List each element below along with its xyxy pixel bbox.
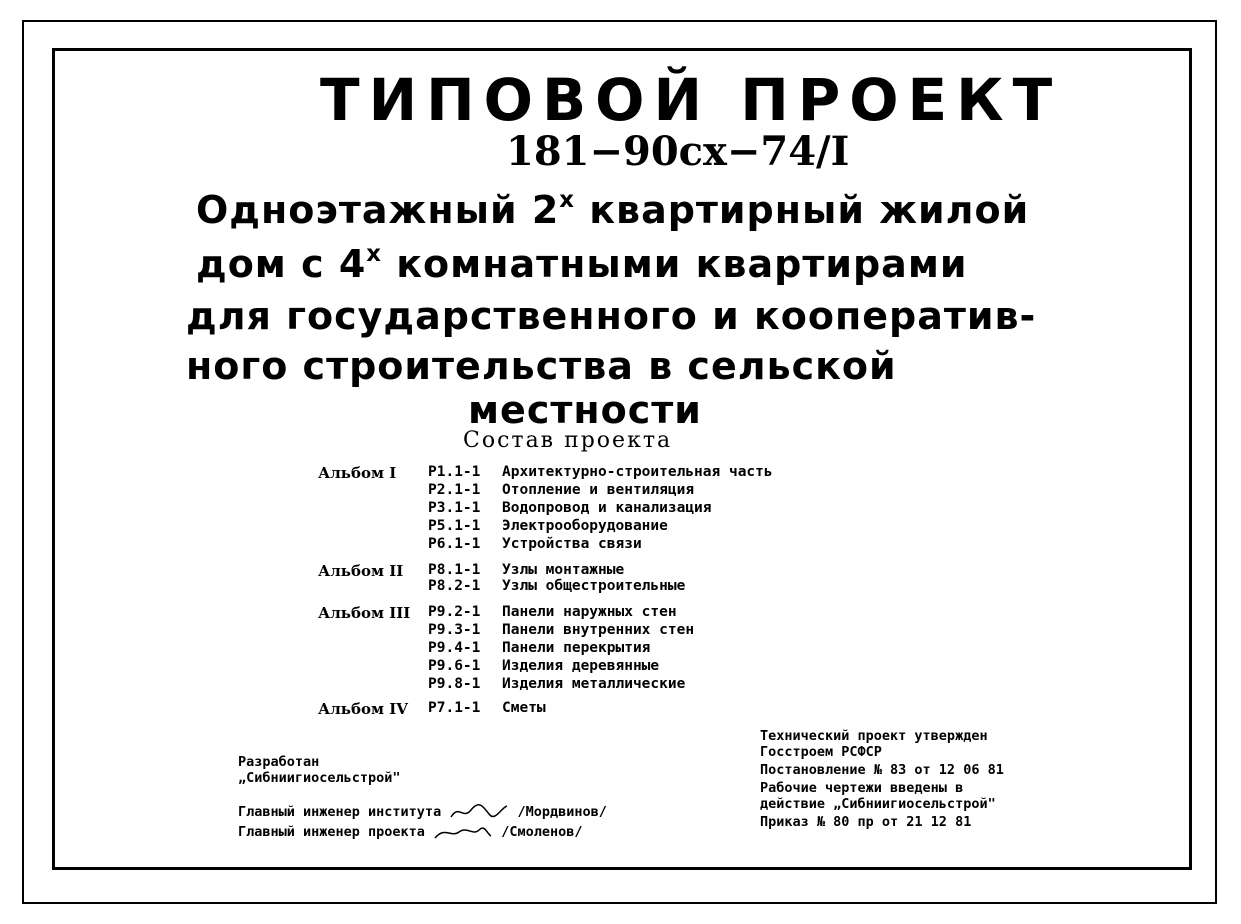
signature-mark [449,802,509,822]
album-item-code: Р9.6-1 [428,658,481,674]
album-item-code: Р6.1-1 [428,536,481,552]
signature-mark [433,822,493,842]
approval-line: Госстроем РСФСР [760,744,882,760]
album-name: Альбом IV [318,700,408,718]
album-item-code: Р7.1-1 [428,700,481,716]
chief-institute-label: Главный инженер института [238,804,442,820]
chief-engineer-institute [238,802,607,822]
album-item-code: Р5.1-1 [428,518,481,534]
desc-line-2 [196,242,968,286]
composition-heading: Состав проекта [463,428,673,453]
album-item-code: Р9.3-1 [428,622,481,638]
chief-institute-name: /Мордвинов/ [517,804,607,820]
album-item-title: Электрооборудование [502,518,668,534]
chief-project-name: /Смоленов/ [501,824,583,840]
desc-line-1 [196,188,1029,232]
album-item-title: Устройства связи [502,536,642,552]
album-item-title: Изделия деревянные [502,658,660,674]
approval-line: Рабочие чертежи введены в [760,780,964,796]
desc-line-1-sup: х [559,187,575,214]
album-name: Альбом I [318,464,397,482]
developer-label: Разработан [238,754,320,770]
desc-line-2-sup: х [366,241,382,268]
desc-line-2a: дом с 4 [196,242,367,286]
album-item-title: Водопровод и канализация [502,500,712,516]
desc-line-1a: Одноэтажный 2 [196,188,560,232]
developer-org: „Сибниигиосельстрой" [238,770,401,786]
album-item-title: Архитектурно-строительная часть [502,464,773,480]
album-item-title: Узлы монтажные [502,562,625,578]
album-item-title: Панели наружных стен [502,604,677,620]
approval-line: Технический проект утвержден [760,728,988,744]
chief-engineer-project [238,822,583,842]
approval-line: Приказ № 80 пр от 21 12 81 [760,814,972,830]
album-item-code: Р8.1-1 [428,562,481,578]
desc-line-4: ного строительства в сельской [186,344,897,388]
album-item-code: Р9.8-1 [428,676,481,692]
album-item-title: Сметы [502,700,546,716]
desc-line-1b: квартирный жилой [575,188,1030,232]
album-item-code: Р9.4-1 [428,640,481,656]
album-item-title: Панели перекрытия [502,640,651,656]
desc-line-5: местности [468,388,702,432]
title-heading: ТИПОВОЙ ПРОЕКТ [320,66,1062,134]
album-name: Альбом III [318,604,411,622]
album-item-title: Отопление и вентиляция [502,482,695,498]
album-item-title: Панели внутренних стен [502,622,695,638]
desc-line-2b: комнатными квартирами [382,242,968,286]
desc-line-3: для государственного и кооператив- [186,294,1037,338]
album-item-code: Р1.1-1 [428,464,481,480]
album-item-title: Узлы общестроительные [502,578,686,594]
approval-line: действие „Сибниигиосельстрой" [760,796,996,812]
chief-project-label: Главный инженер проекта [238,824,425,840]
album-item-code: Р9.2-1 [428,604,481,620]
album-item-code: Р2.1-1 [428,482,481,498]
album-name: Альбом II [318,562,404,580]
album-item-code: Р3.1-1 [428,500,481,516]
approval-line: Постановление № 83 от 12 06 81 [760,762,1004,778]
project-code: 181−90сх−74/I [506,128,850,175]
album-item-code: Р8.2-1 [428,578,481,594]
album-item-title: Изделия металлические [502,676,686,692]
